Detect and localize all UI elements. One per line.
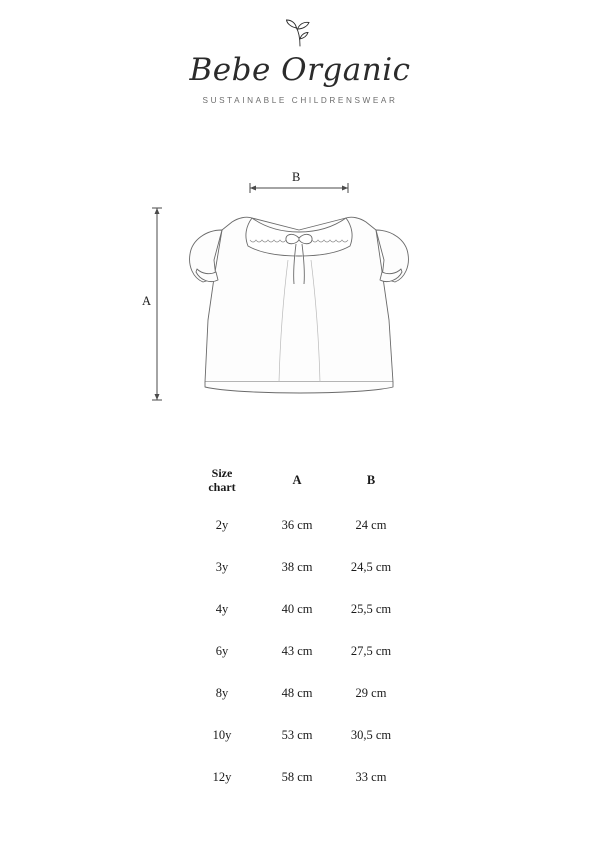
- header-col-b: B: [366, 473, 376, 487]
- brand-tagline: SUSTAINABLE CHILDRENSWEAR: [202, 95, 398, 105]
- table-row: [184, 504, 408, 546]
- cell-a: 48 cm: [281, 685, 313, 700]
- size-chart-section: [184, 457, 408, 798]
- header-col-a: A: [292, 473, 302, 487]
- size-chart-table: [184, 457, 408, 798]
- size-chart-header-row: [184, 457, 408, 504]
- size-chart-body: [184, 504, 408, 798]
- cell-a: 40 cm: [281, 601, 313, 616]
- product-illustration: [0, 160, 600, 435]
- cell-a: 58 cm: [281, 769, 313, 784]
- table-row: [184, 672, 408, 714]
- table-row: [184, 546, 408, 588]
- cell-b: 24,5 cm: [350, 559, 392, 574]
- cell-b: 29 cm: [355, 685, 387, 700]
- cell-size: 6y: [215, 643, 229, 658]
- cell-size: 8y: [215, 685, 229, 700]
- cell-a: 53 cm: [281, 727, 313, 742]
- cell-size: 12y: [212, 769, 232, 784]
- cell-size: 10y: [212, 727, 232, 742]
- height-measure-arrow: [152, 208, 162, 400]
- table-row: [184, 756, 408, 798]
- cell-b: 27,5 cm: [350, 643, 392, 658]
- cell-b: 24 cm: [355, 517, 387, 532]
- cell-size: 4y: [215, 601, 229, 616]
- brand-name: Bebe Organic: [189, 52, 411, 88]
- cell-a: 38 cm: [281, 559, 313, 574]
- measure-label-b: B: [292, 170, 301, 184]
- dress-drawing: [0, 160, 600, 435]
- table-row: [184, 630, 408, 672]
- cell-a: 36 cm: [281, 517, 313, 532]
- cell-b: 33 cm: [355, 769, 387, 784]
- measure-label-a: A: [142, 294, 152, 308]
- leaf-sprig-icon: [283, 18, 317, 48]
- cell-size: 3y: [215, 559, 229, 574]
- cell-b: 25,5 cm: [350, 601, 392, 616]
- cell-size: 2y: [215, 517, 229, 532]
- table-row: [184, 714, 408, 756]
- cell-b: 30,5 cm: [350, 727, 392, 742]
- header-size-chart: Size chart: [208, 465, 236, 494]
- table-row: [184, 588, 408, 630]
- brand-header: [0, 18, 600, 105]
- cell-a: 43 cm: [281, 643, 313, 658]
